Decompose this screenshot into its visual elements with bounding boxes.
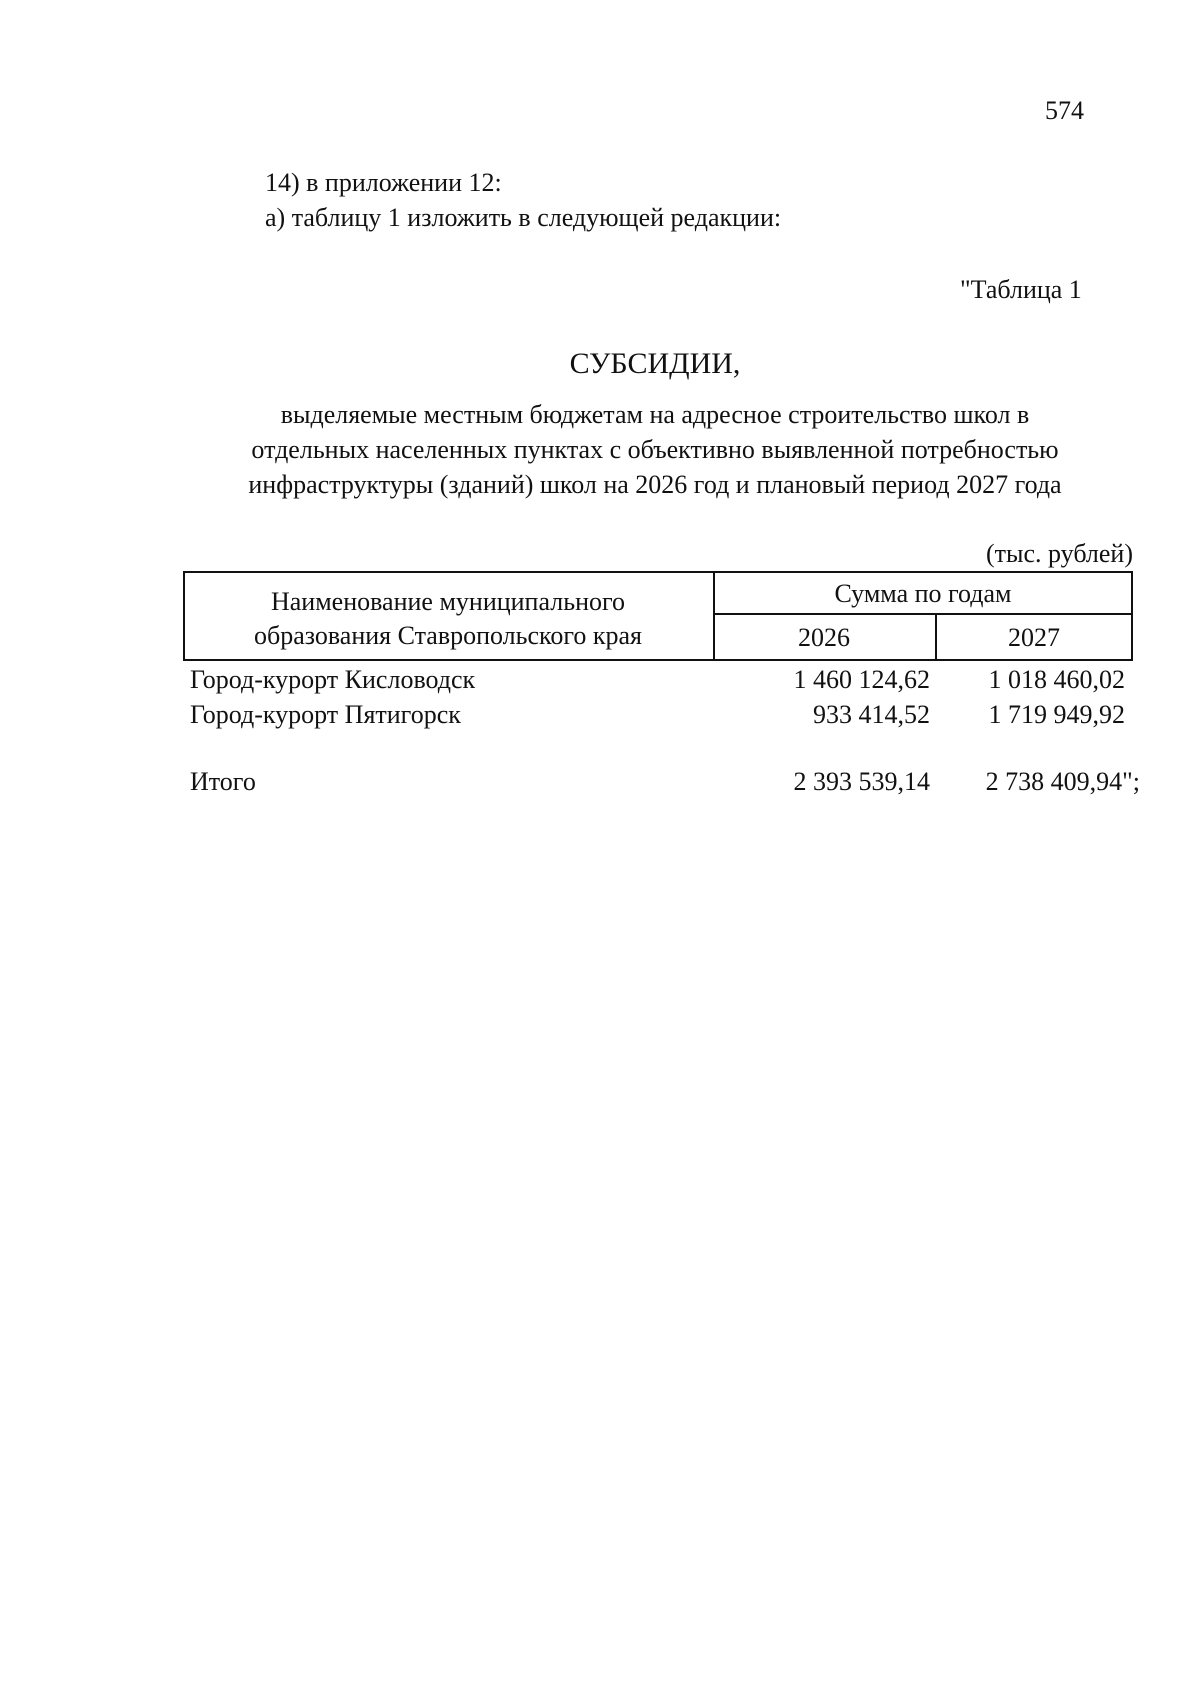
header-top-border bbox=[183, 571, 1133, 573]
subtitle-line-3: инфраструктуры (зданий) школ на 2026 год и плановый период 2027 года bbox=[248, 470, 1062, 499]
header-name-line-1: Наименование муниципального bbox=[270, 587, 626, 616]
row-kislovodsk-2027: 1 018 460,02 bbox=[988, 665, 1125, 694]
header-sum-divider bbox=[713, 613, 1133, 615]
header-year-2026: 2026 bbox=[798, 623, 850, 652]
table-header bbox=[183, 571, 1133, 661]
page-number: 574 bbox=[1045, 96, 1084, 125]
header-sum-by-years: Сумма по годам bbox=[834, 579, 1012, 608]
row-name-pyatigorsk: Город-курорт Пятигорск bbox=[190, 700, 461, 729]
row-kislovodsk-2026: 1 460 124,62 bbox=[793, 665, 930, 694]
row-pyatigorsk-2026: 933 414,52 bbox=[813, 700, 930, 729]
table-caption: "Таблица 1 bbox=[960, 275, 1082, 304]
intro-line-1: 14) в приложении 12: bbox=[265, 168, 502, 197]
intro-line-2: а) таблицу 1 изложить в следующей редакции: bbox=[265, 203, 782, 232]
row-name-kislovodsk: Город-курорт Кисловодск bbox=[190, 665, 476, 694]
subtitle-line-2: отдельных населенных пунктах с объективно выявленной потребностью bbox=[251, 435, 1059, 464]
total-label: Итого bbox=[190, 767, 256, 796]
header-name-line-2: образования Ставропольского края bbox=[253, 621, 643, 650]
units-label: (тыс. рублей) bbox=[985, 539, 1133, 568]
total-2027: 2 738 409,94"; bbox=[985, 767, 1140, 796]
header-bottom-border bbox=[183, 659, 1133, 661]
total-2026: 2 393 539,14 bbox=[793, 767, 930, 796]
subtitle-line-1: выделяемые местным бюджетам на адресное строительство школ в bbox=[280, 400, 1030, 429]
row-pyatigorsk-2027: 1 719 949,92 bbox=[988, 700, 1125, 729]
document-title: СУБСИДИИ, bbox=[569, 347, 741, 380]
header-year-2027: 2027 bbox=[1008, 623, 1060, 652]
